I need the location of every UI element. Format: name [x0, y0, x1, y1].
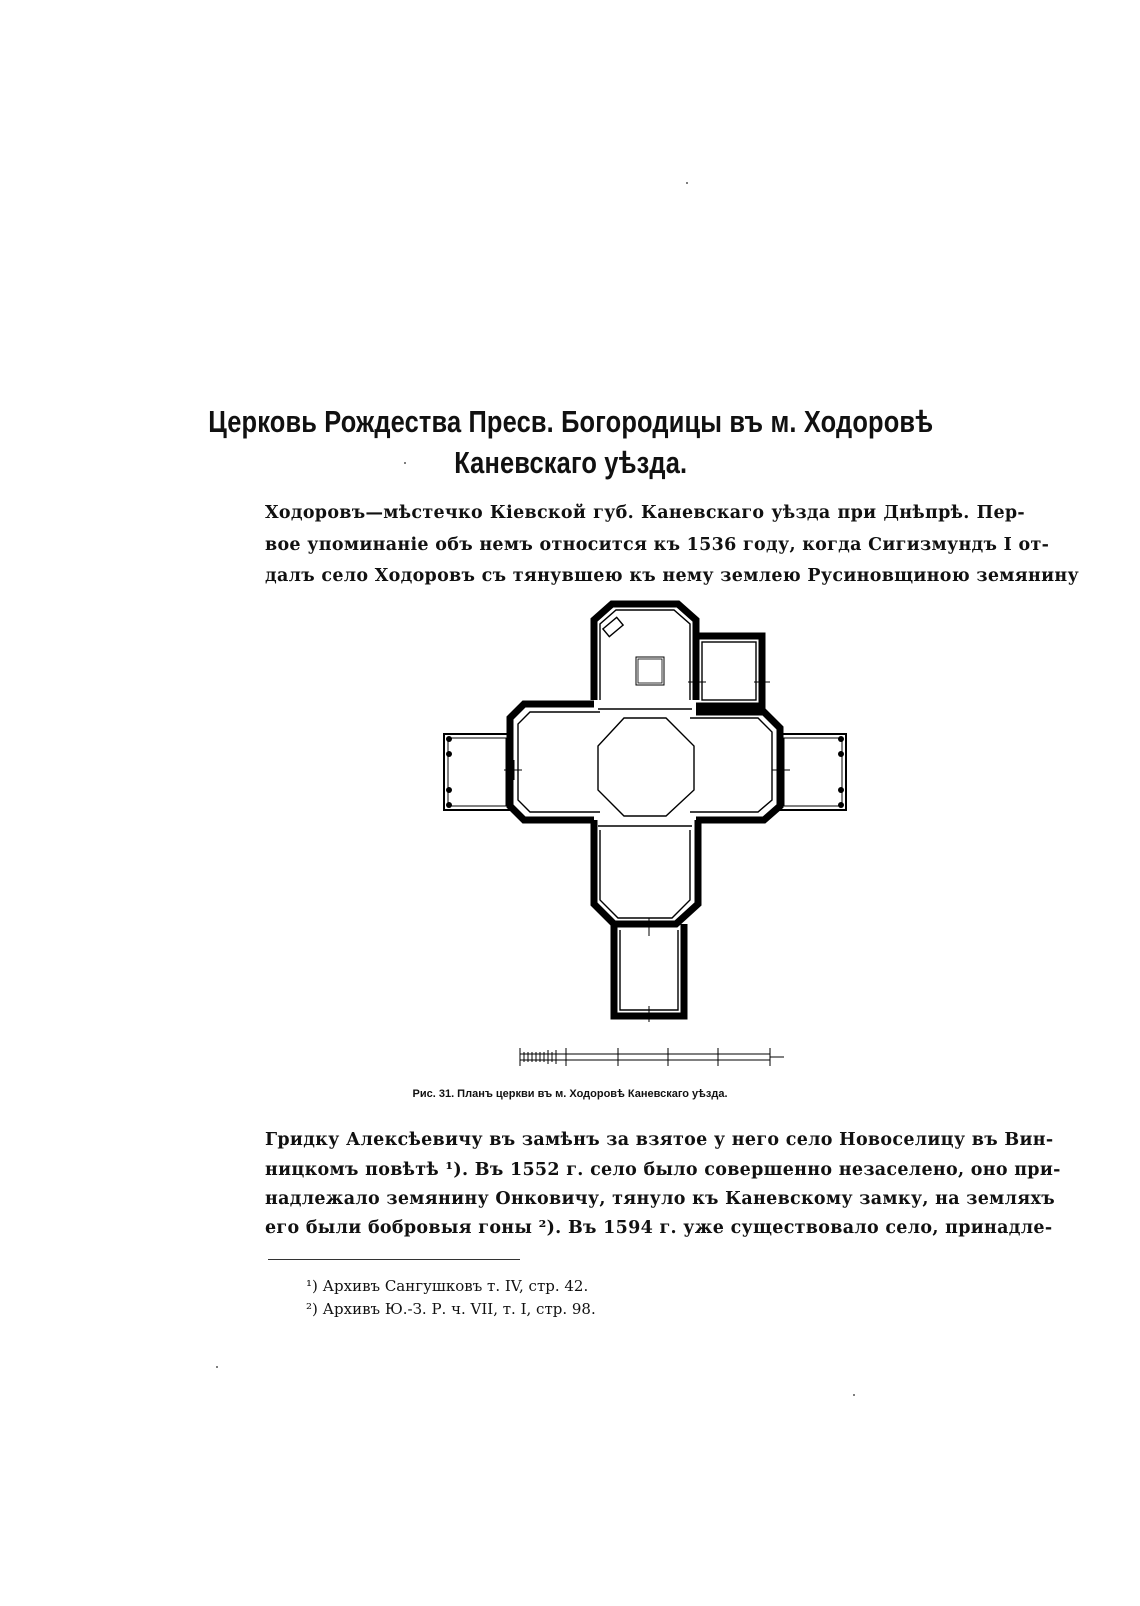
- footnote-1-text: Архивъ Сангушковъ т. IV, стр. 42.: [322, 1277, 589, 1295]
- footnote-2-text: Архивъ Ю.-З. Р. ч. VII, т. I, стр. 98.: [322, 1300, 596, 1318]
- paragraph-2-line-1: Гридку Алексѣевичу въ замѣнъ за взятое у него село Новоселицу въ Вин-: [265, 1130, 1054, 1150]
- paragraph-1-line-3: далъ село Ходоровъ съ тянувшею къ нему землею Русиновщиною земянину: [265, 566, 1080, 586]
- scan-speck: [853, 1394, 855, 1396]
- footnote-1-mark: ¹): [306, 1277, 318, 1295]
- paragraph-2-line-4: его были бобровыя гоны ²). Въ 1594 г. уже существовало село, принадле-: [265, 1218, 1053, 1238]
- footnote-separator: [268, 1259, 520, 1260]
- article-title-line-1: Церковь Рождества Пресв. Богородицы въ м. Ходоровѣ: [208, 404, 934, 439]
- paragraph-2-line-3: надлежало земянину Онковичу, тянуло къ Каневскому замку, на земляхъ: [265, 1189, 1055, 1209]
- paragraph-1-line-1: Ходоровъ—мѣстечко Кіевской губ. Каневскаго уѣзда при Днѣпрѣ. Пер-: [265, 503, 1025, 523]
- church-floor-plan: [430, 600, 870, 1030]
- paragraph-2-line-2: ницкомъ повѣтѣ ¹). Въ 1552 г. село было совершенно незаселено, оно при-: [265, 1160, 1061, 1180]
- paragraph-1-line-2: вое упоминаніе объ немъ относится къ 1536 году, когда Сигизмундъ I от-: [265, 535, 1050, 555]
- scan-speck: [216, 1366, 218, 1368]
- footnote-1: [306, 1277, 588, 1295]
- scan-speck: [686, 182, 688, 184]
- footnote-2-mark: ²): [306, 1300, 318, 1318]
- scan-speck: [404, 462, 406, 464]
- footnote-2: [306, 1300, 596, 1318]
- plan-scale-bar: [508, 1038, 798, 1078]
- figure-caption: Рис. 31. Планъ церкви въ м. Ходоровѣ Каневскаго уѣзда.: [412, 1088, 728, 1100]
- article-title-line-2: Каневскаго уѣзда.: [454, 445, 688, 480]
